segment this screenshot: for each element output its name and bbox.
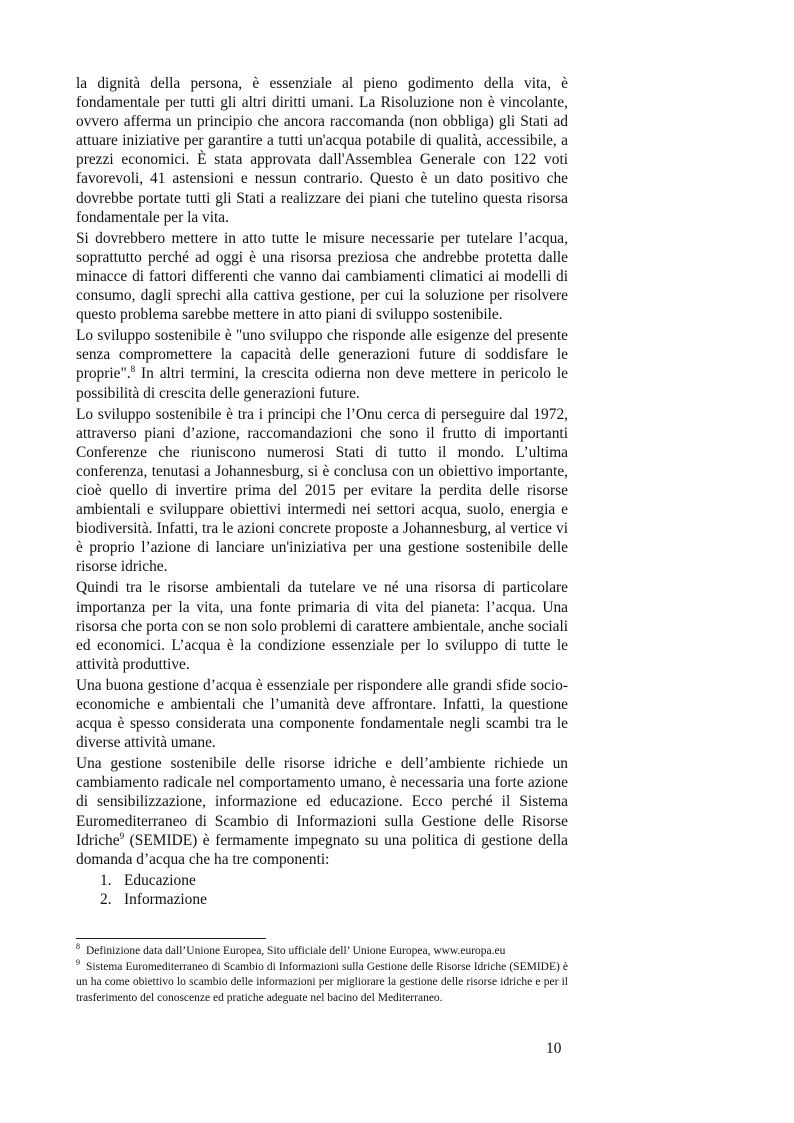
footnote-ref[interactable]: 9 xyxy=(119,830,125,841)
footnote-divider xyxy=(76,938,266,939)
paragraph-text: Lo sviluppo sostenibile è "uno sviluppo che risponde alle esigenze del presente senza compromettere la capacità delle generazioni future di soddisfare le proprie". xyxy=(76,327,568,383)
list-label: Educazione xyxy=(124,871,196,889)
body-text xyxy=(76,74,568,909)
paragraph xyxy=(76,754,568,869)
footnote-text: Definizione data dall’Unione Europea, Sito ufficiale dell’ Unione Europea, www.europa.eu xyxy=(86,945,506,957)
page-number: 10 xyxy=(546,1040,562,1057)
paragraph: Una buona gestione d’acqua è essenziale per rispondere alle grandi sfide socio-economiche e ambientali che l’umanità deve affrontare. Infatti, la questione acqua è spesso considerata una componente fondamentale negli scambi tra le diverse attività umane. xyxy=(76,676,568,752)
paragraph: Lo sviluppo sostenibile è tra i principi che l’Onu cerca di perseguire dal 1972, attraverso piani d’azione, raccomandazioni che sono il frutto di importanti Conferenze che riuniscono numerosi Stati di tutto il mondo. L’ultima conferenza, tenutasi a Johannesburg, si è conclusa con un obiettivo importante, cioè quello di invertire prima del 2015 per evitare la perdita delle risorse ambientali e sviluppare obiettivi intermedi nei settori acqua, suolo, energia e biodiversità. Infatti, tra le azioni concrete proposte a Johannesburg, al vertice vi è proprio l’azione di lanciare un'iniziativa per una gestione sostenibile delle risorse idriche. xyxy=(76,405,568,576)
footnote xyxy=(76,957,568,1007)
footnote xyxy=(76,944,568,960)
list-number: 2. xyxy=(100,890,112,908)
paragraph-text: In altri termini, la crescita odierna non deve mettere in pericolo le possibilità di crescita delle generazioni future. xyxy=(76,365,568,402)
numbered-list xyxy=(76,871,568,909)
footnote-text: Sistema Euromediterraneo di Scambio di Informazioni sulla Gestione delle Risorse Idriche (SEMIDE) è un ha come obiettivo lo scambio delle informazioni per migliorare la gestione delle risorse idriche e per il trasferimento del conoscenze ed pratiche adeguate nel bacino del Mediterraneo. xyxy=(76,960,568,1004)
footnote-number: 9 xyxy=(76,957,80,967)
footnote-number: 8 xyxy=(76,942,80,952)
paragraph: Quindi tra le risorse ambientali da tutelare ve né una risorsa di particolare importanza per la vita, una fonte primaria di vita del pianeta: l’acqua. Una risorsa che porta con se non solo problemi di carattere ambientale, anche sociali ed economici. L’acqua è la condizione essenziale per lo sviluppo di tutte le attività produttive. xyxy=(76,579,568,673)
list-label: Informazione xyxy=(124,890,207,908)
paragraph xyxy=(76,326,568,402)
footnote-ref[interactable]: 8 xyxy=(130,364,136,375)
list-number: 1. xyxy=(100,871,112,889)
paragraph-text: (SEMIDE) è fermamente impegnato su una politica di gestione della domanda d’acqua che ha tre componenti: xyxy=(76,831,568,868)
footnotes xyxy=(76,944,568,1006)
paragraph-text: Una gestione sostenibile delle risorse idriche e dell’ambiente richiede un cambiamento radicale nel comportamento umano, è necessaria una forte azione di sensibilizzazione, informazione ed educazione. Ecco perché il Sistema Euromediterraneo di Scambio di Informazioni sulla Gestione delle Risorse Idriche xyxy=(76,755,568,849)
paragraph: la dignità della persona, è essenziale al pieno godimento della vita, è fondamentale per tutti gli altri diritti umani. La Risoluzione non è vincolante, ovvero afferma un principio che ancora raccomanda (non obbliga) gli Stati ad attuare iniziative per garantire a tutti un'acqua potabile di qualità, accessibile, a prezzi economici. È stata approvata dall'Assemblea Generale con 122 voti favorevoli, 41 astensioni e nessun contrario. Questo è un dato positivo che dovrebbe portate tutti gli Stati a realizzare dei piani che tutelino questa risorsa fondamentale per la vita. xyxy=(76,75,568,226)
list-item xyxy=(76,871,568,890)
paragraph: Si dovrebbero mettere in atto tutte le misure necessarie per tutelare l’acqua, soprattutto perché ad oggi è una risorsa preziosa che andrebbe protetta dalle minacce di fattori differenti che vanno dai cambiamenti climatici ai modelli di consumo, dagli sprechi alla cattiva gestione, per cui la soluzione per risolvere questo problema sarebbe mettere in atto piani di sviluppo sostenibile. xyxy=(76,229,568,324)
list-item xyxy=(76,890,568,909)
